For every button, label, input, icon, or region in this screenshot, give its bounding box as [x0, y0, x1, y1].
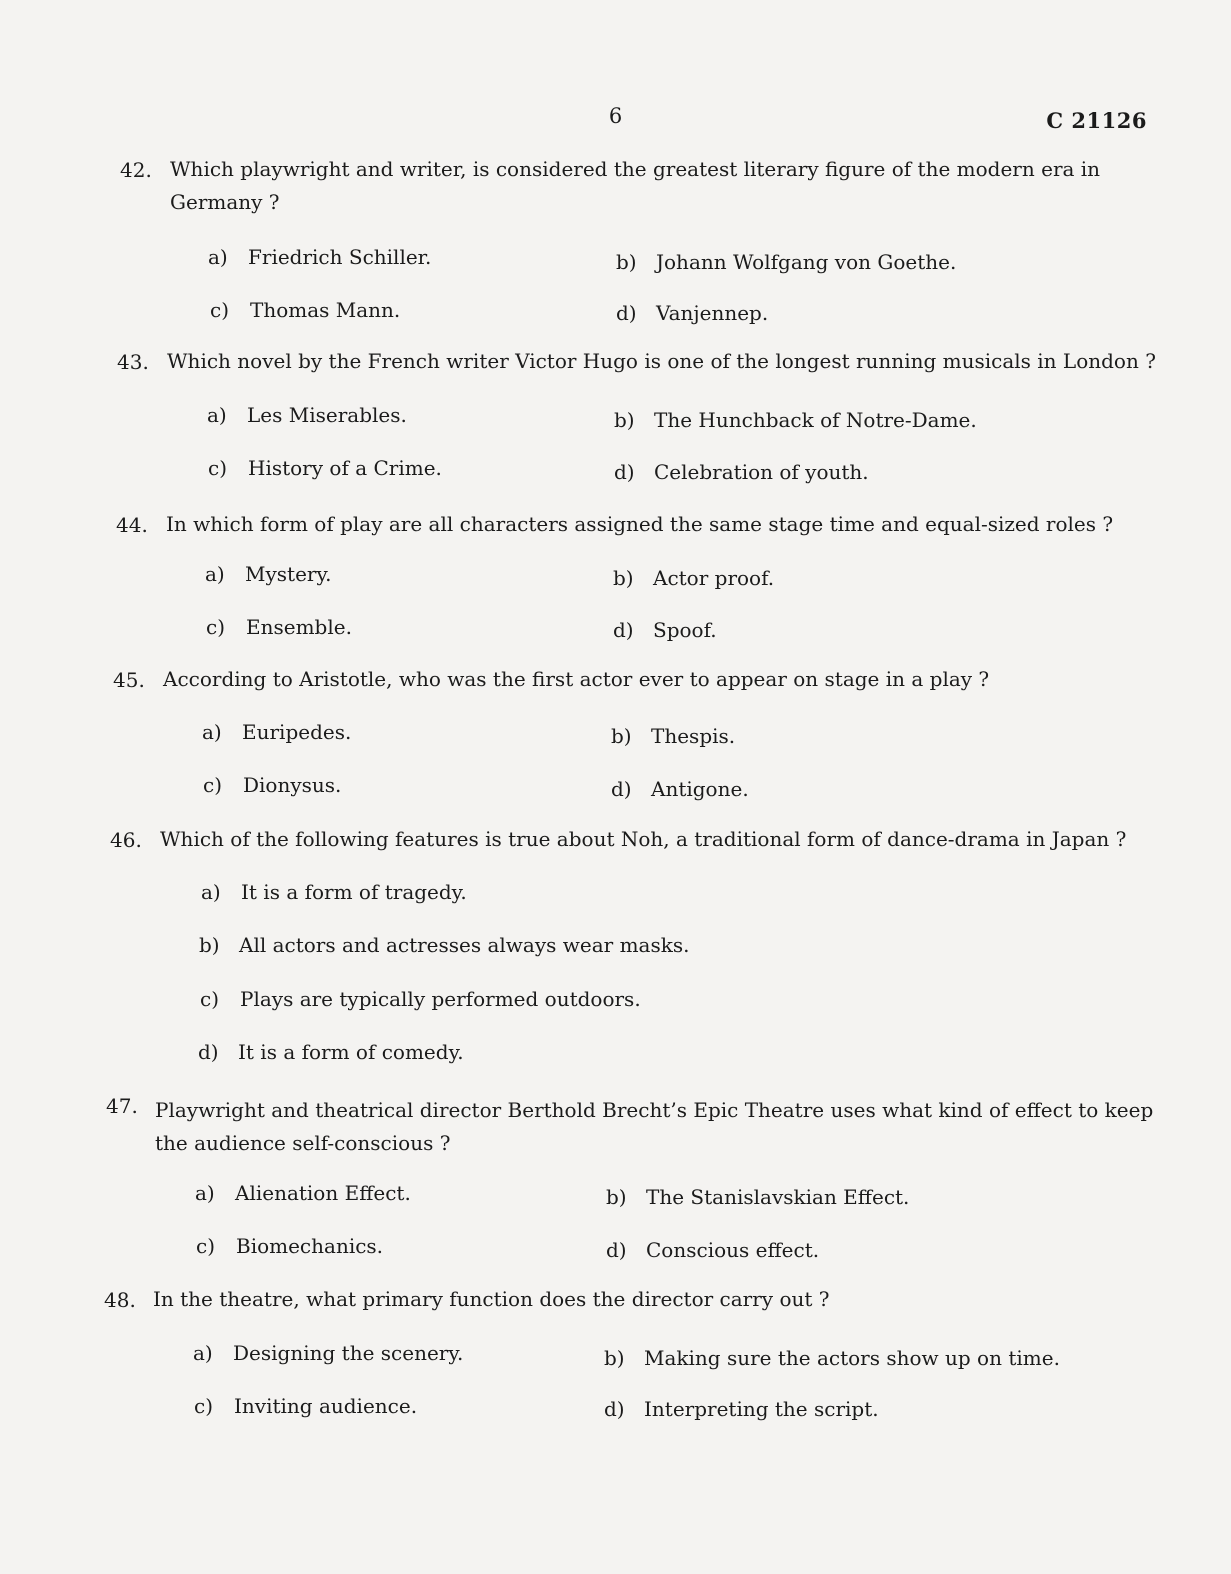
- option-c: [208, 456, 442, 480]
- option-text: Euripedes.: [242, 720, 352, 744]
- option-label: c): [210, 298, 230, 322]
- question-number: 46.: [110, 828, 142, 852]
- option-a: [195, 1181, 411, 1205]
- option-label: a): [193, 1341, 213, 1365]
- option-a: [208, 245, 431, 269]
- option-b: [611, 724, 735, 748]
- option-a: [193, 1341, 463, 1365]
- page-number: 6: [608, 104, 623, 128]
- option-d: [604, 1397, 879, 1421]
- option-label: c): [208, 456, 228, 480]
- question-number: 44.: [116, 513, 148, 537]
- option-label: c): [200, 987, 220, 1011]
- option-label: b): [606, 1185, 627, 1209]
- option-c: [203, 773, 341, 797]
- option-text: Antigone.: [651, 777, 749, 801]
- option-text: Designing the scenery.: [233, 1341, 464, 1365]
- option-text: Interpreting the script.: [644, 1397, 879, 1421]
- option-label: a): [195, 1181, 215, 1205]
- option-text: Friedrich Schiller.: [248, 245, 432, 269]
- option-label: c): [196, 1234, 216, 1258]
- option-b: [616, 250, 956, 274]
- option-c: [194, 1394, 417, 1418]
- question-number: 47.: [106, 1094, 138, 1118]
- option-label: d): [611, 777, 632, 801]
- option-text: All actors and actresses always wear masks.: [239, 933, 690, 957]
- option-d: [606, 1238, 819, 1262]
- question-text: In which form of play are all characters assigned the same stage time and equal-sized roles ?: [166, 512, 1114, 536]
- option-text: Actor proof.: [653, 566, 775, 590]
- option-text: Making sure the actors show up on time.: [644, 1346, 1060, 1370]
- option-b: [614, 408, 977, 432]
- option-text: Conscious effect.: [646, 1238, 820, 1262]
- option-label: a): [208, 245, 228, 269]
- option-text: The Hunchback of Notre-Dame.: [654, 408, 977, 432]
- option-d: [613, 618, 717, 642]
- option-label: d): [606, 1238, 627, 1262]
- option-d: [616, 301, 768, 325]
- option-label: d): [604, 1397, 625, 1421]
- question-number: 45.: [113, 668, 145, 692]
- option-text: Celebration of youth.: [654, 460, 869, 484]
- option-label: b): [614, 408, 635, 432]
- option-b: [199, 933, 689, 957]
- option-label: a): [201, 880, 221, 904]
- option-label: d): [614, 460, 635, 484]
- question-text: Which playwright and writer, is considered the greatest literary figure of the modern era in Germany ?: [170, 157, 1101, 214]
- option-text: Johann Wolfgang von Goethe.: [656, 250, 957, 274]
- option-c: [196, 1234, 383, 1258]
- question-number: 43.: [117, 350, 149, 374]
- question-text: Which novel by the French writer Victor Hugo is one of the longest running musicals in London ?: [167, 349, 1156, 373]
- option-d: [614, 460, 869, 484]
- option-text: It is a form of tragedy.: [241, 880, 467, 904]
- option-text: Thespis.: [651, 724, 736, 748]
- question-text: In the theatre, what primary function does the director carry out ?: [153, 1287, 830, 1311]
- option-label: a): [207, 403, 227, 427]
- option-label: d): [198, 1040, 219, 1064]
- option-label: b): [616, 250, 637, 274]
- option-text: Dionysus.: [243, 773, 342, 797]
- option-label: d): [613, 618, 634, 642]
- option-label: d): [616, 301, 637, 325]
- option-text: Inviting audience.: [234, 1394, 418, 1418]
- option-label: a): [202, 720, 222, 744]
- option-label: b): [199, 933, 220, 957]
- option-label: c): [194, 1394, 214, 1418]
- option-text: Spoof.: [653, 618, 717, 642]
- option-label: b): [604, 1346, 625, 1370]
- option-c: [206, 615, 352, 639]
- question-text: Which of the following features is true about Noh, a traditional form of dance-drama in Japan ?: [160, 827, 1127, 851]
- option-label: c): [206, 615, 226, 639]
- option-b: [606, 1185, 909, 1209]
- option-b: [613, 566, 774, 590]
- option-c: [200, 987, 641, 1011]
- option-label: b): [613, 566, 634, 590]
- option-text: Les Miserables.: [247, 403, 407, 427]
- option-label: a): [205, 562, 225, 586]
- option-text: The Stanislavskian Effect.: [646, 1185, 910, 1209]
- question-number: 42.: [120, 158, 152, 182]
- question-text: According to Aristotle, who was the first actor ever to appear on stage in a play ?: [163, 667, 990, 691]
- option-text: Biomechanics.: [236, 1234, 384, 1258]
- option-c: [210, 298, 400, 322]
- paper-code: C 21126: [1046, 108, 1147, 133]
- question-text: Playwright and theatrical director Berthold Brecht’s Epic Theatre uses what kind of effect to keep the audience self-conscious ?: [155, 1098, 1154, 1155]
- option-text: Vanjennep.: [656, 301, 769, 325]
- option-text: Thomas Mann.: [250, 298, 401, 322]
- option-a: [207, 403, 407, 427]
- option-a: [202, 720, 351, 744]
- option-text: Mystery.: [245, 562, 332, 586]
- option-text: It is a form of comedy.: [238, 1040, 464, 1064]
- option-d: [198, 1040, 464, 1064]
- option-b: [604, 1346, 1060, 1370]
- option-text: Plays are typically performed outdoors.: [240, 987, 641, 1011]
- option-d: [611, 777, 749, 801]
- option-a: [205, 562, 331, 586]
- option-label: b): [611, 724, 632, 748]
- question-number: 48.: [104, 1288, 136, 1312]
- option-a: [201, 880, 467, 904]
- option-text: History of a Crime.: [248, 456, 442, 480]
- option-text: Alienation Effect.: [235, 1181, 411, 1205]
- option-text: Ensemble.: [246, 615, 352, 639]
- option-label: c): [203, 773, 223, 797]
